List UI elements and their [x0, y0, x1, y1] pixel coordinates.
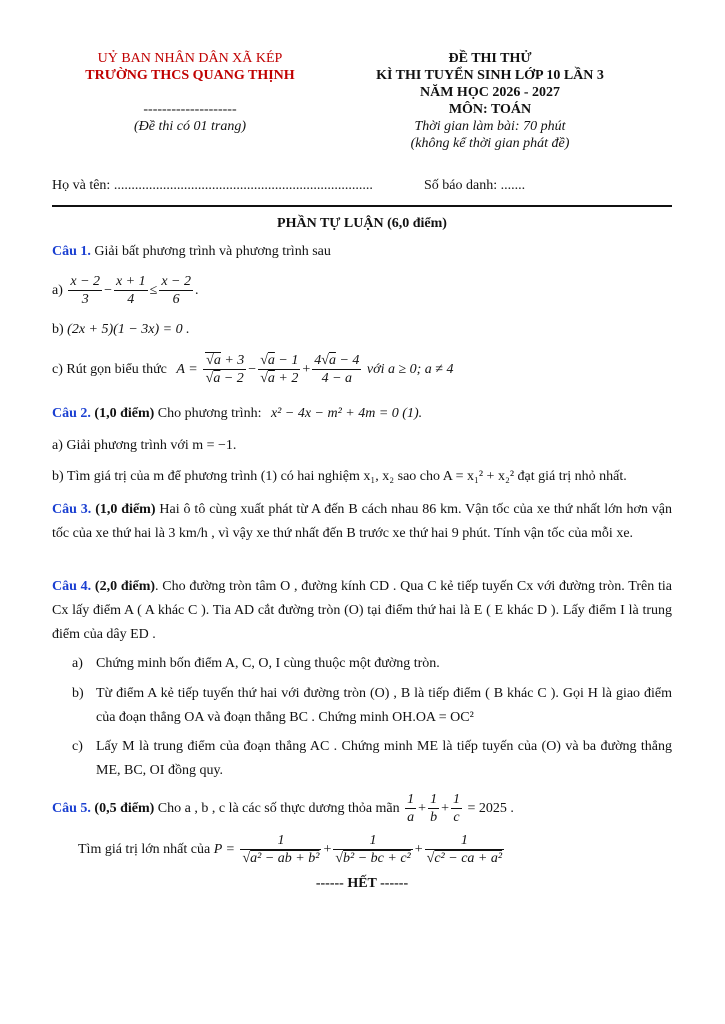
question-5-points: (0,5 điểm) [90, 801, 155, 816]
question-4c [72, 735, 672, 783]
page-count-note: (Đề thi có 01 trang) [134, 119, 246, 134]
question-5-text: Cho a , b , c là các số thực dương thỏa mãn [154, 801, 400, 816]
question-5: Câu 5. (0,5 điểm) Cho a , b , c là các số thực dương thỏa mãn $\frac{1}{a}$ + $\frac{1}{b}$ + $\frac{1}{c}$ = 2025 . [52, 792, 514, 826]
student-info-row [52, 178, 672, 194]
question-1b-expr: (2x + 5)(1 − 3x) = 0 . [67, 322, 190, 337]
question-5-find-text: Tìm giá trị lớn nhất của [78, 842, 211, 857]
question-4 [52, 575, 672, 647]
exam-type: ĐỀ THI THỬ [448, 51, 532, 66]
header-right [340, 50, 640, 152]
question-4a-label: a) [72, 656, 83, 671]
question-2a: a) Giải phương trình với m = −1. [52, 438, 237, 453]
question-1c-condition: với a ≥ 0; a ≠ 4 [366, 362, 454, 377]
question-2-equation: x² − 4x − m² + 4m = 0 (1). [270, 406, 423, 421]
question-1b [52, 318, 672, 342]
question-3 [52, 498, 672, 546]
fraction: $\frac{√a + 3}{√a - 2}$ [203, 352, 246, 387]
student-name-field: Họ và tên: .......................................................................... [52, 178, 373, 193]
header-left [40, 50, 340, 135]
question-4-text: . Cho đường tròn tâm O , đường kính CD . Qua C kẻ tiếp tuyến Cx với đường tròn. Trên tia Cx lấy điểm A ( A khác C ). Tia AD cắt đường tròn (O) tại điểm thứ hai là E ( E khác D ). Lấy điểm I là trung điểm của dây ED . [52, 579, 672, 642]
fraction: $\frac{x + 1}{4}$ [115, 274, 146, 308]
header-divider [52, 205, 672, 207]
question-1-text: Giải bất phương trình và phương trình sau [90, 244, 331, 259]
fraction: $\frac{x - 2}{6}$ [161, 274, 191, 308]
school-name: TRƯỜNG THCS QUANG THỊNH [85, 68, 295, 83]
question-1b-label: b) [52, 322, 64, 337]
question-1-label: Câu 1. [52, 244, 91, 259]
fraction: $\frac{√a - 1}{√a + 2}$ [260, 353, 299, 387]
question-4c-text: Lấy M là trung điểm của đoạn thẳng AC . Chứng minh ME là tiếp tuyến của (O) và ba đường thẳng ME, BC, OI đồng quy. [96, 739, 672, 778]
fraction: $\frac{1}{a}$ [407, 792, 415, 826]
question-5-find: Tìm giá trị lớn nhất của P = $\frac{1}{\text{√a² − ab + b²}}$ + $\frac{1}{\text{√b² − bc + c²}}$ + $\frac{1}{\text{√c² − ca + a²}}$ [78, 833, 503, 867]
time-note: (không kể thời gian phát đề) [410, 136, 570, 151]
question-5-label: Câu 5. [52, 801, 91, 816]
question-3-points: (1,0 điểm) [91, 502, 156, 517]
fraction: $\frac{1}{\text{√b² − bc + c²}}$ [335, 833, 411, 867]
fraction: $\frac{4√a - 4}{4 - a}$ [314, 353, 360, 387]
question-3-text: Hai ô tô cùng xuất phát từ A đến B cách nhau 86 km. Vận tốc của xe thứ nhất lớn hơn vận tốc của xe thứ hai là 3 km/h , vì vậy xe thứ nhất đến B trước xe thứ hai 9 phút. Tính vận tốc của mỗi xe. [52, 502, 672, 541]
fraction: $\frac{1}{c}$ [452, 792, 460, 826]
question-1a-label: a) [52, 283, 63, 298]
fraction: $\frac{1}{b}$ [430, 792, 438, 826]
question-1 [52, 240, 672, 264]
question-2b: b) Tìm giá trị của m để phương trình (1) có hai nghiệm x₁, x₂ sao cho A = x₁² + x₂² đạt giá trị nhỏ nhất. [52, 469, 627, 484]
section-title: PHẦN TỰ LUẬN (6,0 điểm) [277, 216, 447, 231]
fraction: $\frac{1}{\text{√a² − ab + b²}}$ [242, 833, 320, 867]
question-2-label: Câu 2. [52, 406, 91, 421]
school-year: NĂM HỌC 2026 - 2027 [420, 85, 560, 100]
question-1c-label: c) Rút gọn biểu thức [52, 362, 167, 377]
question-4a [72, 652, 672, 676]
fraction: $\frac{1}{\text{√c² − ca + a²}}$ [426, 833, 503, 867]
question-3-label: Câu 3. [52, 502, 92, 517]
question-2-text: Cho phương trình: [154, 406, 262, 421]
question-4b [72, 682, 672, 730]
question-2 [52, 402, 672, 426]
question-4-points: (2,0 điểm) [91, 579, 156, 594]
question-5-condition-tail: = 2025 . [467, 801, 514, 816]
question-1c: c) Rút gọn biểu thức A = $\frac{√a + 3}{√a - 2}$ − $\frac{√a - 1}{√a + 2}$ + $\frac{4√a - 4}{4 - a}$ với a ≥ 0; a ≠ 4 [52, 353, 454, 387]
student-id-field: Số báo danh: ....... [424, 178, 526, 193]
question-4b-text: Từ điểm A kẻ tiếp tuyến thứ hai với đường tròn (O) , B là tiếp điểm ( B khác C ). Gọi H là giao điểm của đoạn thẳng OA và đoạn thẳng BC . Chứng minh OH.OA = OC² [96, 686, 672, 725]
question-4c-label: c) [72, 739, 83, 754]
question-4-label: Câu 4. [52, 579, 92, 594]
header-dashes: -------------------- [143, 102, 237, 117]
fraction: $\frac{x - 2}{3}$ [70, 274, 101, 308]
question-4b-label: b) [72, 686, 84, 701]
end-marker: ------ HẾT ------ [315, 876, 409, 891]
exam-title: KÌ THI TUYỂN SINH LỚP 10 LẦN 3 [376, 68, 604, 83]
question-1a: a) $\frac{x - 2}{3}$ − $\frac{x + 1}{4}$ ≤ $\frac{x - 2}{6}$ . [52, 274, 199, 308]
question-2-points: (1,0 điểm) [90, 406, 155, 421]
question-4a-text: Chứng minh bốn điểm A, C, O, I cùng thuộc một đường tròn. [96, 656, 440, 671]
committee-name: UỶ BAN NHÂN DÂN XÃ KÉP [97, 51, 283, 66]
subject: MÔN: TOÁN [448, 102, 532, 117]
time-limit: Thời gian làm bài: 70 phút [414, 119, 566, 134]
